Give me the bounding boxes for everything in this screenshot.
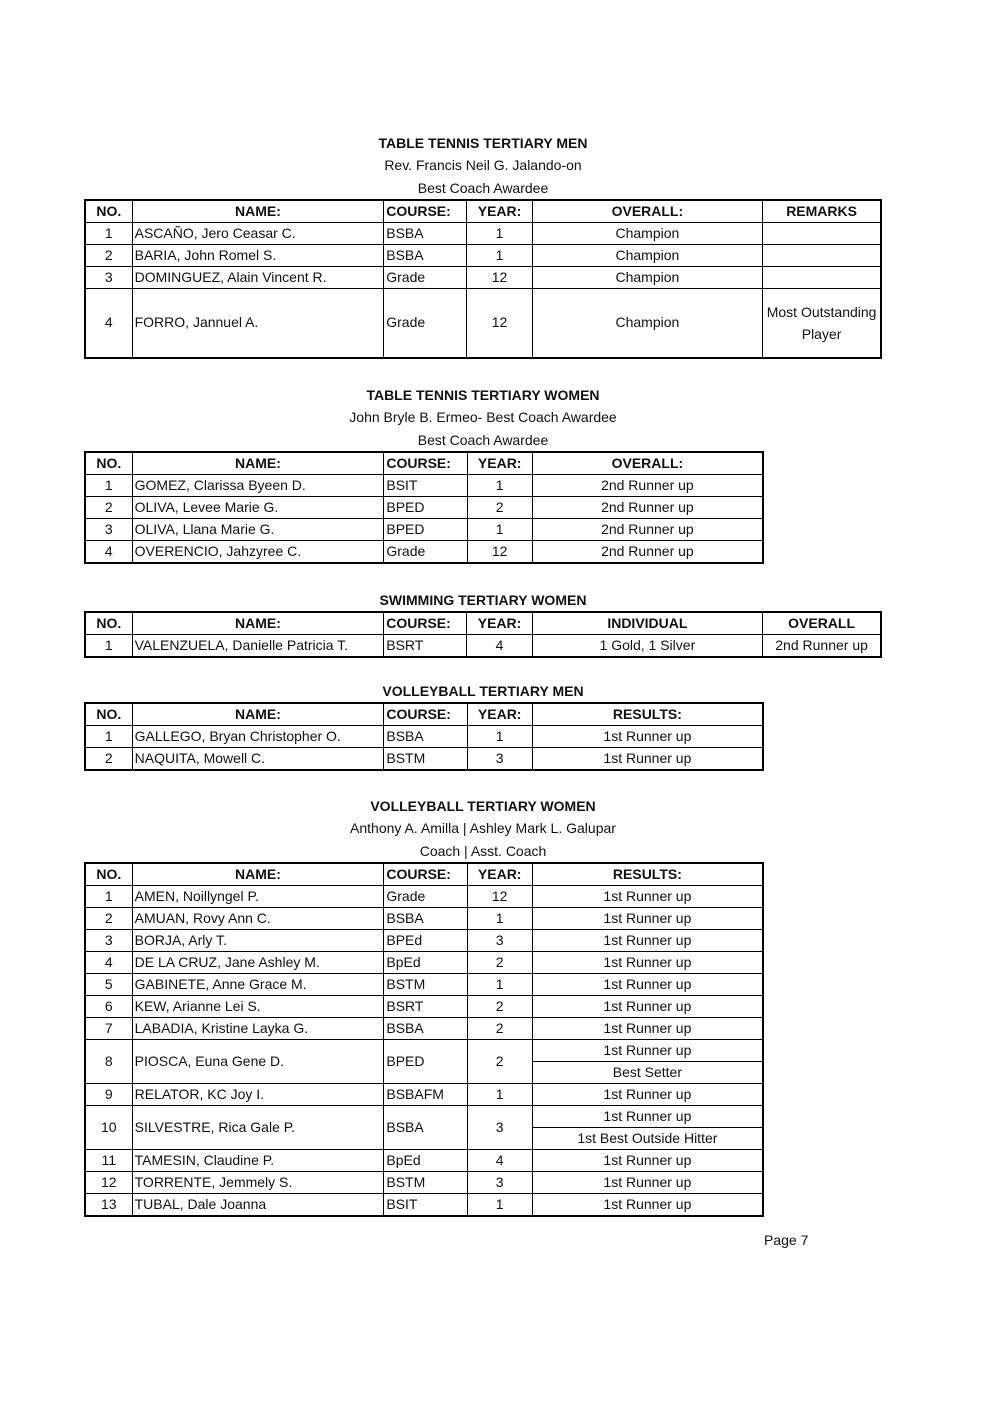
cell-course: BSBAFM [384, 1084, 467, 1106]
cell-course: Grade [384, 289, 467, 358]
table-row [85, 245, 881, 267]
cell-result: 1st Runner up [532, 1172, 763, 1194]
col-header-no: NO. [85, 703, 132, 726]
header-row [85, 703, 763, 726]
cell-no: 10 [85, 1106, 132, 1150]
cell-year: 3 [467, 748, 532, 771]
cell-no: 5 [85, 974, 132, 996]
cell-year: 2 [467, 497, 532, 519]
cell-overall: 2nd Runner up [763, 635, 881, 658]
cell-name: TORRENTE, Jemmely S. [132, 1172, 384, 1194]
cell-result: 1st Runner up [532, 1018, 763, 1040]
cell-result: 1st Runner up [532, 1040, 763, 1062]
cell-year: 1 [467, 1194, 532, 1217]
table-row [85, 952, 763, 974]
cell-course: BSBA [384, 1106, 467, 1150]
coach-award: Best Coach Awardee [417, 432, 549, 448]
cell-remarks: Most Outstanding Player [763, 289, 881, 358]
cell-name: GOMEZ, Clarissa Byeen D. [132, 475, 384, 497]
col-header-name: NAME: [132, 452, 384, 475]
cell-year: 12 [467, 267, 532, 289]
cell-result: 1st Runner up [532, 1150, 763, 1172]
cell-name: RELATOR, KC Joy I. [132, 1084, 384, 1106]
cell-result: 1st Runner up [532, 1106, 763, 1128]
cell-no: 3 [85, 519, 132, 541]
cell-year: 12 [467, 289, 532, 358]
table-row [85, 1084, 763, 1106]
col-header-course: COURSE: [384, 863, 467, 886]
cell-overall: 2nd Runner up [532, 497, 763, 519]
cell-name: NAQUITA, Mowell C. [132, 748, 384, 771]
section-title-volleyball-women: VOLLEYBALL TERTIARY WOMEN [370, 798, 596, 814]
cell-name: KEW, Arianne Lei S. [132, 996, 384, 1018]
cell-name: GALLEGO, Bryan Christopher O. [132, 726, 384, 748]
col-header-overall: OVERALL: [532, 452, 763, 475]
col-header-results: RESULTS: [532, 863, 763, 886]
header-row [85, 200, 881, 223]
col-header-course: COURSE: [384, 612, 467, 635]
cell-name: BORJA, Arly T. [132, 930, 384, 952]
col-header-name: NAME: [132, 612, 384, 635]
table-row [85, 726, 763, 748]
cell-name: DE LA CRUZ, Jane Ashley M. [132, 952, 384, 974]
cell-no: 2 [85, 908, 132, 930]
cell-no: 12 [85, 1172, 132, 1194]
col-header-name: NAME: [132, 863, 384, 886]
cell-course: BSTM [384, 974, 467, 996]
cell-overall: Champion [532, 245, 763, 267]
section-title-volleyball-men: VOLLEYBALL TERTIARY MEN [382, 683, 584, 699]
coach-roles: Coach | Asst. Coach [419, 843, 547, 859]
cell-course: BSBA [384, 1018, 467, 1040]
cell-year: 2 [467, 996, 532, 1018]
table-row [85, 541, 763, 564]
cell-course: BSTM [384, 1172, 467, 1194]
volleyball-men-table [84, 702, 764, 771]
cell-course: BPED [384, 519, 467, 541]
cell-overall: Champion [532, 223, 763, 245]
cell-result: 1st Runner up [532, 726, 763, 748]
table-row [85, 1194, 763, 1217]
cell-no: 2 [85, 245, 132, 267]
coach-name: John Bryle B. Ermeo- Best Coach Awardee [349, 409, 617, 425]
col-header-remarks: REMARKS [763, 200, 881, 223]
cell-course: BSIT [384, 1194, 467, 1217]
col-header-overall: OVERALL: [532, 200, 763, 223]
cell-no: 11 [85, 1150, 132, 1172]
cell-no: 2 [85, 748, 132, 771]
cell-year: 2 [467, 1018, 532, 1040]
cell-course: BpEd [384, 952, 467, 974]
cell-no: 8 [85, 1040, 132, 1084]
cell-no: 1 [85, 886, 132, 908]
table-row [85, 1172, 763, 1194]
header-row [85, 863, 763, 886]
col-header-no: NO. [85, 452, 132, 475]
cell-course: BSRT [384, 996, 467, 1018]
cell-name: AMUAN, Rovy Ann C. [132, 908, 384, 930]
volleyball-women-body [85, 886, 763, 1217]
col-header-year: YEAR: [467, 612, 532, 635]
cell-year: 1 [467, 245, 532, 267]
cell-year: 2 [467, 1040, 532, 1084]
cell-award: 1st Best Outside Hitter [532, 1128, 763, 1150]
cell-no: 1 [85, 726, 132, 748]
cell-no: 3 [85, 267, 132, 289]
table-row [85, 1106, 763, 1128]
table-row [85, 635, 881, 658]
cell-year: 3 [467, 1172, 532, 1194]
cell-overall: Champion [532, 289, 763, 358]
table-tennis-men-table [84, 199, 882, 359]
col-header-no: NO. [85, 200, 132, 223]
cell-name: OLIVA, Llana Marie G. [132, 519, 384, 541]
cell-course: BSBA [384, 245, 467, 267]
cell-result: 1st Runner up [532, 886, 763, 908]
cell-name: VALENZUELA, Danielle Patricia T. [132, 635, 384, 658]
cell-name: OLIVA, Levee Marie G. [132, 497, 384, 519]
cell-course: BPED [384, 497, 467, 519]
section-title-table-tennis-women: TABLE TENNIS TERTIARY WOMEN [366, 387, 600, 403]
cell-no: 1 [85, 223, 132, 245]
cell-remarks [763, 245, 881, 267]
coach-name: Rev. Francis Neil G. Jalando-on [384, 157, 582, 173]
col-header-year: YEAR: [467, 200, 532, 223]
cell-award: Best Setter [532, 1062, 763, 1084]
table-tennis-women-table [84, 451, 764, 564]
header-row [85, 452, 763, 475]
cell-overall: 2nd Runner up [532, 519, 763, 541]
cell-course: BSRT [384, 635, 467, 658]
col-header-year: YEAR: [467, 703, 532, 726]
cell-year: 4 [467, 1150, 532, 1172]
cell-result: 1st Runner up [532, 930, 763, 952]
cell-no: 4 [85, 541, 132, 564]
page-number: Page 7 [764, 1232, 809, 1248]
cell-remarks [763, 223, 881, 245]
coach-award: Best Coach Awardee [417, 180, 549, 196]
volleyball-women-table [84, 862, 764, 1217]
cell-year: 1 [467, 974, 532, 996]
col-header-no: NO. [85, 612, 132, 635]
cell-year: 1 [467, 908, 532, 930]
col-header-overall: OVERALL [763, 612, 881, 635]
cell-name: TAMESIN, Claudine P. [132, 1150, 384, 1172]
table-row [85, 886, 763, 908]
col-header-course: COURSE: [384, 200, 467, 223]
table-row [85, 748, 763, 771]
cell-name: AMEN, Noillyngel P. [132, 886, 384, 908]
cell-name: TUBAL, Dale Joanna [132, 1194, 384, 1217]
col-header-year: YEAR: [467, 863, 532, 886]
cell-no: 1 [85, 475, 132, 497]
table-row [85, 1150, 763, 1172]
cell-result: 1st Runner up [532, 1194, 763, 1217]
cell-year: 1 [467, 475, 532, 497]
col-header-individual: INDIVIDUAL [532, 612, 763, 635]
cell-no: 4 [85, 952, 132, 974]
cell-year: 2 [467, 952, 532, 974]
cell-course: BSTM [384, 748, 467, 771]
cell-name: FORRO, Jannuel A. [132, 289, 384, 358]
cell-no: 7 [85, 1018, 132, 1040]
cell-year: 1 [467, 726, 532, 748]
cell-course: BPED [384, 1040, 467, 1084]
cell-year: 3 [467, 930, 532, 952]
table-row [85, 223, 881, 245]
cell-name: ASCAÑO, Jero Ceasar C. [132, 223, 384, 245]
cell-course: BPEd [384, 930, 467, 952]
table-row [85, 289, 881, 358]
cell-year: 1 [467, 519, 532, 541]
cell-year: 12 [467, 886, 532, 908]
cell-year: 12 [467, 541, 532, 564]
table-row [85, 267, 881, 289]
cell-result: 1st Runner up [532, 908, 763, 930]
cell-year: 4 [467, 635, 532, 658]
cell-name: LABADIA, Kristine Layka G. [132, 1018, 384, 1040]
cell-year: 1 [467, 1084, 532, 1106]
cell-course: Grade [384, 267, 467, 289]
cell-name: OVERENCIO, Jahzyree C. [132, 541, 384, 564]
cell-individual: 1 Gold, 1 Silver [532, 635, 763, 658]
cell-course: BSBA [384, 223, 467, 245]
cell-name: DOMINGUEZ, Alain Vincent R. [132, 267, 384, 289]
col-header-course: COURSE: [384, 452, 467, 475]
col-header-name: NAME: [132, 703, 384, 726]
table-row [85, 1040, 763, 1062]
cell-course: Grade [384, 541, 467, 564]
cell-result: 1st Runner up [532, 996, 763, 1018]
cell-course: BSIT [384, 475, 467, 497]
cell-result: 1st Runner up [532, 952, 763, 974]
cell-no: 1 [85, 635, 132, 658]
cell-name: PIOSCA, Euna Gene D. [132, 1040, 384, 1084]
header-row [85, 612, 881, 635]
table-row [85, 908, 763, 930]
cell-no: 3 [85, 930, 132, 952]
cell-remarks [763, 267, 881, 289]
cell-year: 1 [467, 223, 532, 245]
col-header-name: NAME: [132, 200, 384, 223]
cell-overall: Champion [532, 267, 763, 289]
table-row [85, 497, 763, 519]
table-row [85, 475, 763, 497]
cell-course: BpEd [384, 1150, 467, 1172]
cell-no: 6 [85, 996, 132, 1018]
table-row [85, 1018, 763, 1040]
col-header-no: NO. [85, 863, 132, 886]
cell-no: 13 [85, 1194, 132, 1217]
cell-course: BSBA [384, 908, 467, 930]
cell-year: 3 [467, 1106, 532, 1150]
cell-name: GABINETE, Anne Grace M. [132, 974, 384, 996]
cell-result: 1st Runner up [532, 1084, 763, 1106]
cell-no: 2 [85, 497, 132, 519]
cell-result: 1st Runner up [532, 974, 763, 996]
col-header-results: RESULTS: [532, 703, 763, 726]
swimming-women-table [84, 611, 882, 658]
table-row [85, 519, 763, 541]
section-title-swimming-women: SWIMMING TERTIARY WOMEN [379, 592, 587, 608]
cell-no: 4 [85, 289, 132, 358]
table-row [85, 974, 763, 996]
cell-course: BSBA [384, 726, 467, 748]
table-row [85, 930, 763, 952]
cell-course: Grade [384, 886, 467, 908]
table-row [85, 996, 763, 1018]
section-title-table-tennis-men: TABLE TENNIS TERTIARY MEN [378, 135, 588, 151]
cell-overall: 2nd Runner up [532, 541, 763, 564]
cell-overall: 2nd Runner up [532, 475, 763, 497]
cell-no: 9 [85, 1084, 132, 1106]
cell-result: 1st Runner up [532, 748, 763, 771]
coach-names: Anthony A. Amilla | Ashley Mark L. Galupar [350, 820, 616, 836]
cell-name: SILVESTRE, Rica Gale P. [132, 1106, 384, 1150]
cell-name: BARIA, John Romel S. [132, 245, 384, 267]
col-header-year: YEAR: [467, 452, 532, 475]
col-header-course: COURSE: [384, 703, 467, 726]
